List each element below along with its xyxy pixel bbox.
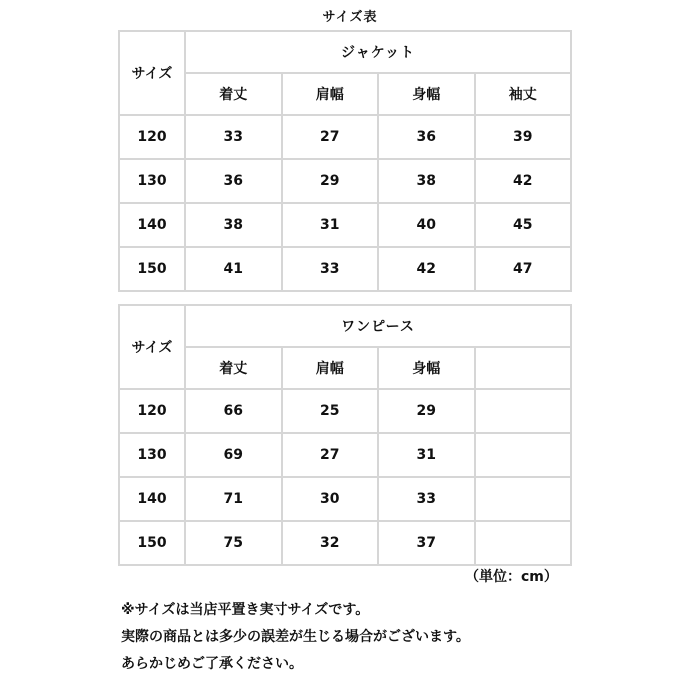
value-cell: 29	[378, 389, 475, 433]
value-cell: 27	[282, 115, 379, 159]
size-cell: 130	[119, 159, 185, 203]
size-cell: 140	[119, 203, 185, 247]
value-cell	[475, 433, 572, 477]
size-cell: 130	[119, 433, 185, 477]
value-cell: 75	[185, 521, 282, 565]
notes	[121, 597, 470, 678]
value-cell: 31	[282, 203, 379, 247]
table-row	[119, 389, 571, 433]
column-header: 肩幅	[282, 347, 379, 389]
value-cell: 25	[282, 389, 379, 433]
table-row	[119, 115, 571, 159]
column-header: 袖丈	[475, 73, 572, 115]
column-header	[475, 347, 572, 389]
group-header-cell: ジャケット	[185, 31, 571, 73]
value-cell	[475, 477, 572, 521]
size-header-cell: サイズ	[119, 31, 185, 115]
value-cell: 71	[185, 477, 282, 521]
value-cell: 42	[378, 247, 475, 291]
value-cell: 37	[378, 521, 475, 565]
size-cell: 150	[119, 521, 185, 565]
value-cell: 69	[185, 433, 282, 477]
value-cell: 38	[185, 203, 282, 247]
jacket-size-table	[118, 30, 572, 292]
value-cell: 32	[282, 521, 379, 565]
table-row	[119, 247, 571, 291]
table-row	[119, 433, 571, 477]
size-cell: 140	[119, 477, 185, 521]
column-header-row	[119, 73, 571, 115]
onepiece-size-table	[118, 304, 572, 566]
table-row	[119, 203, 571, 247]
value-cell: 38	[378, 159, 475, 203]
column-header: 着丈	[185, 73, 282, 115]
value-cell: 40	[378, 203, 475, 247]
note-line: 実際の商品とは多少の誤差が生じる場合がございます。	[121, 629, 470, 645]
note-line: あらかじめご了承ください。	[121, 656, 303, 672]
value-cell: 45	[475, 203, 572, 247]
table-header-row	[119, 31, 571, 73]
column-header: 着丈	[185, 347, 282, 389]
value-cell: 31	[378, 433, 475, 477]
value-cell: 41	[185, 247, 282, 291]
value-cell: 36	[185, 159, 282, 203]
value-cell: 29	[282, 159, 379, 203]
column-header: 肩幅	[282, 73, 379, 115]
size-cell: 120	[119, 389, 185, 433]
note-line: ※サイズは当店平置き実寸サイズです。	[121, 602, 370, 618]
value-cell: 47	[475, 247, 572, 291]
table-header-row	[119, 305, 571, 347]
value-cell: 39	[475, 115, 572, 159]
table-row	[119, 477, 571, 521]
value-cell: 33	[282, 247, 379, 291]
unit-label: （単位：cm）	[465, 569, 558, 585]
value-cell: 36	[378, 115, 475, 159]
table-row	[119, 159, 571, 203]
column-header-row	[119, 347, 571, 389]
value-cell	[475, 521, 572, 565]
value-cell: 30	[282, 477, 379, 521]
page-title: サイズ表	[322, 10, 378, 25]
value-cell: 33	[378, 477, 475, 521]
value-cell: 27	[282, 433, 379, 477]
group-header-cell: ワンピース	[185, 305, 571, 347]
value-cell: 66	[185, 389, 282, 433]
value-cell	[475, 389, 572, 433]
value-cell: 42	[475, 159, 572, 203]
size-cell: 150	[119, 247, 185, 291]
column-header: 身幅	[378, 347, 475, 389]
size-cell: 120	[119, 115, 185, 159]
size-header-cell: サイズ	[119, 305, 185, 389]
value-cell: 33	[185, 115, 282, 159]
column-header: 身幅	[378, 73, 475, 115]
table-row	[119, 521, 571, 565]
